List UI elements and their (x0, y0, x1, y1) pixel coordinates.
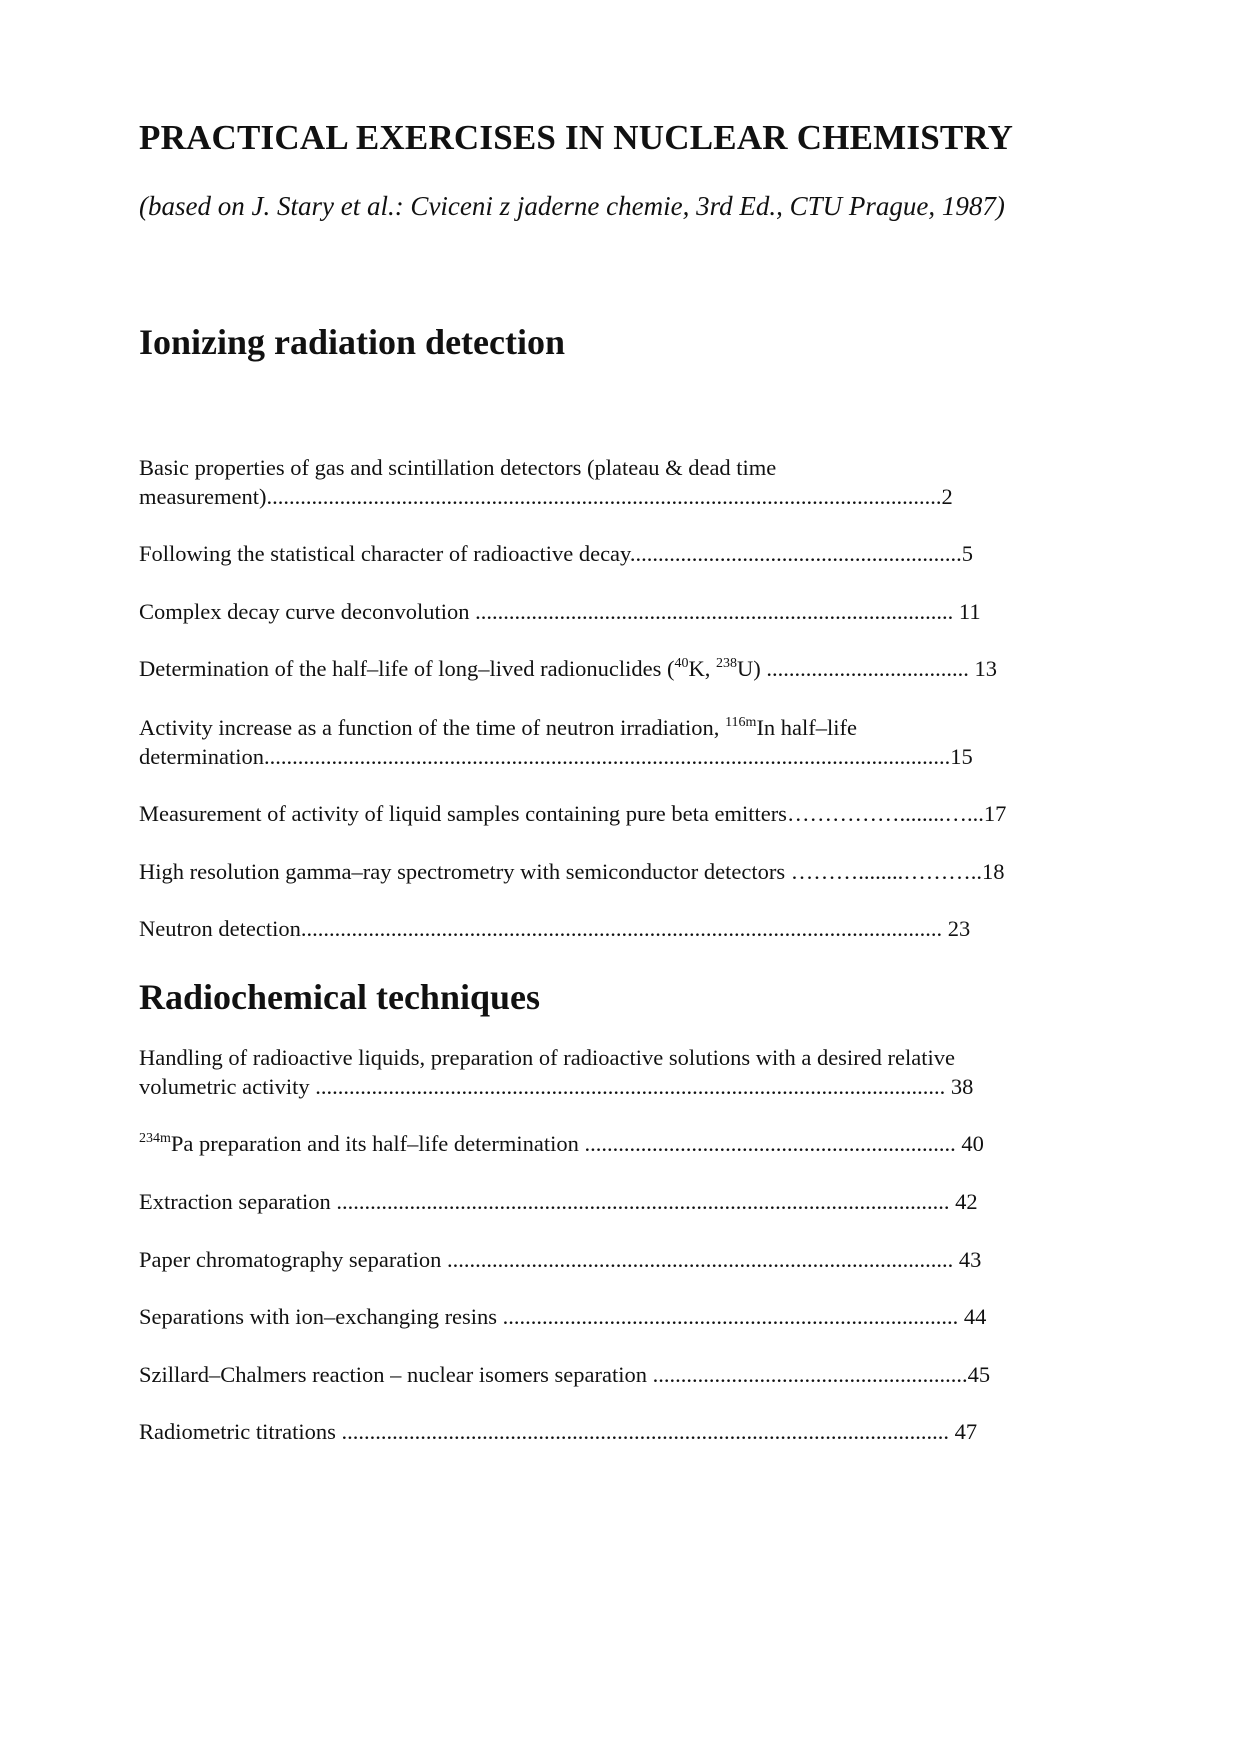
toc-entry-neutron-detection: Neutron detection.................................................................................................................. 23 (139, 916, 971, 941)
toc-entry-radiometric-titrations: Radiometric titrations ............................................................................................................ 47 (139, 1419, 978, 1444)
toc-entry-text: Determination of the half–life of long–lived radionuclides ( (139, 656, 675, 681)
mass-number-superscript: 40 (674, 656, 689, 671)
toc-entry-ion-exchange: Separations with ion–exchanging resins ................................................................................. 44 (139, 1304, 987, 1329)
mass-number-superscript: 116m (725, 715, 757, 730)
toc-entry-paper-chromatography: Paper chromatography separation .......................................................................................... 43 (139, 1247, 982, 1272)
section-heading-ionizing: Ionizing radiation detection (139, 322, 566, 362)
mass-number-superscript: 234m (139, 1131, 171, 1146)
toc-entry-text: Activity increase as a function of the time of neutron irradiation, (139, 715, 726, 740)
toc-entry-basic-properties (139, 453, 953, 511)
toc-entry-half-life-long-lived (139, 654, 997, 683)
toc-entry-szillard-chalmers: Szillard–Chalmers reaction – nuclear isomers separation ........................................................45 (139, 1362, 991, 1387)
toc-entry-line: determination..........................................................................................................................15 (139, 744, 973, 769)
mass-number-superscript: 238 (715, 656, 737, 671)
toc-entry-line: measurement)........................................................................................................................2 (139, 484, 953, 509)
toc-entry-extraction: Extraction separation ............................................................................................................. 42 (139, 1189, 978, 1214)
document-title: PRACTICAL EXERCISES IN NUCLEAR CHEMISTRY (139, 118, 1014, 157)
toc-entry-handling-liquids (139, 1043, 973, 1101)
toc-entry-liquid-samples: Measurement of activity of liquid samples containing pure beta emitters……………........…...17 (139, 801, 1007, 826)
toc-entry-line (139, 713, 973, 742)
toc-entry-statistical-character: Following the statistical character of radioactive decay...........................................................5 (139, 541, 973, 566)
toc-entry-activity-increase (139, 713, 973, 771)
toc-entry-pa-preparation (139, 1129, 984, 1158)
toc-entry-line: volumetric activity ................................................................................................................ 38 (139, 1074, 974, 1099)
toc-entry-decay-curve: Complex decay curve deconvolution ..................................................................................... 11 (139, 599, 981, 624)
toc-entry-gamma-spectrometry: High resolution gamma–ray spectrometry with semiconductor detectors ………........………..18 (139, 859, 1005, 884)
toc-entry-text: Pa preparation and its half–life determination .................................................................. 40 (170, 1131, 984, 1156)
document-subtitle: (based on J. Stary et al.: Cviceni z jaderne chemie, 3rd Ed., CTU Prague, 1987) (139, 191, 1005, 221)
section-heading-radiochemical: Radiochemical techniques (139, 977, 540, 1017)
toc-entry-line: Basic properties of gas and scintillation detectors (plateau & dead time (139, 455, 777, 480)
toc-entry-text: K, (688, 656, 716, 681)
toc-entry-line: Handling of radioactive liquids, preparation of radioactive solutions with a desired relative (139, 1045, 955, 1070)
toc-entry-text: In half–life (756, 715, 858, 740)
toc-entry-text: U) .................................... 13 (736, 656, 997, 681)
